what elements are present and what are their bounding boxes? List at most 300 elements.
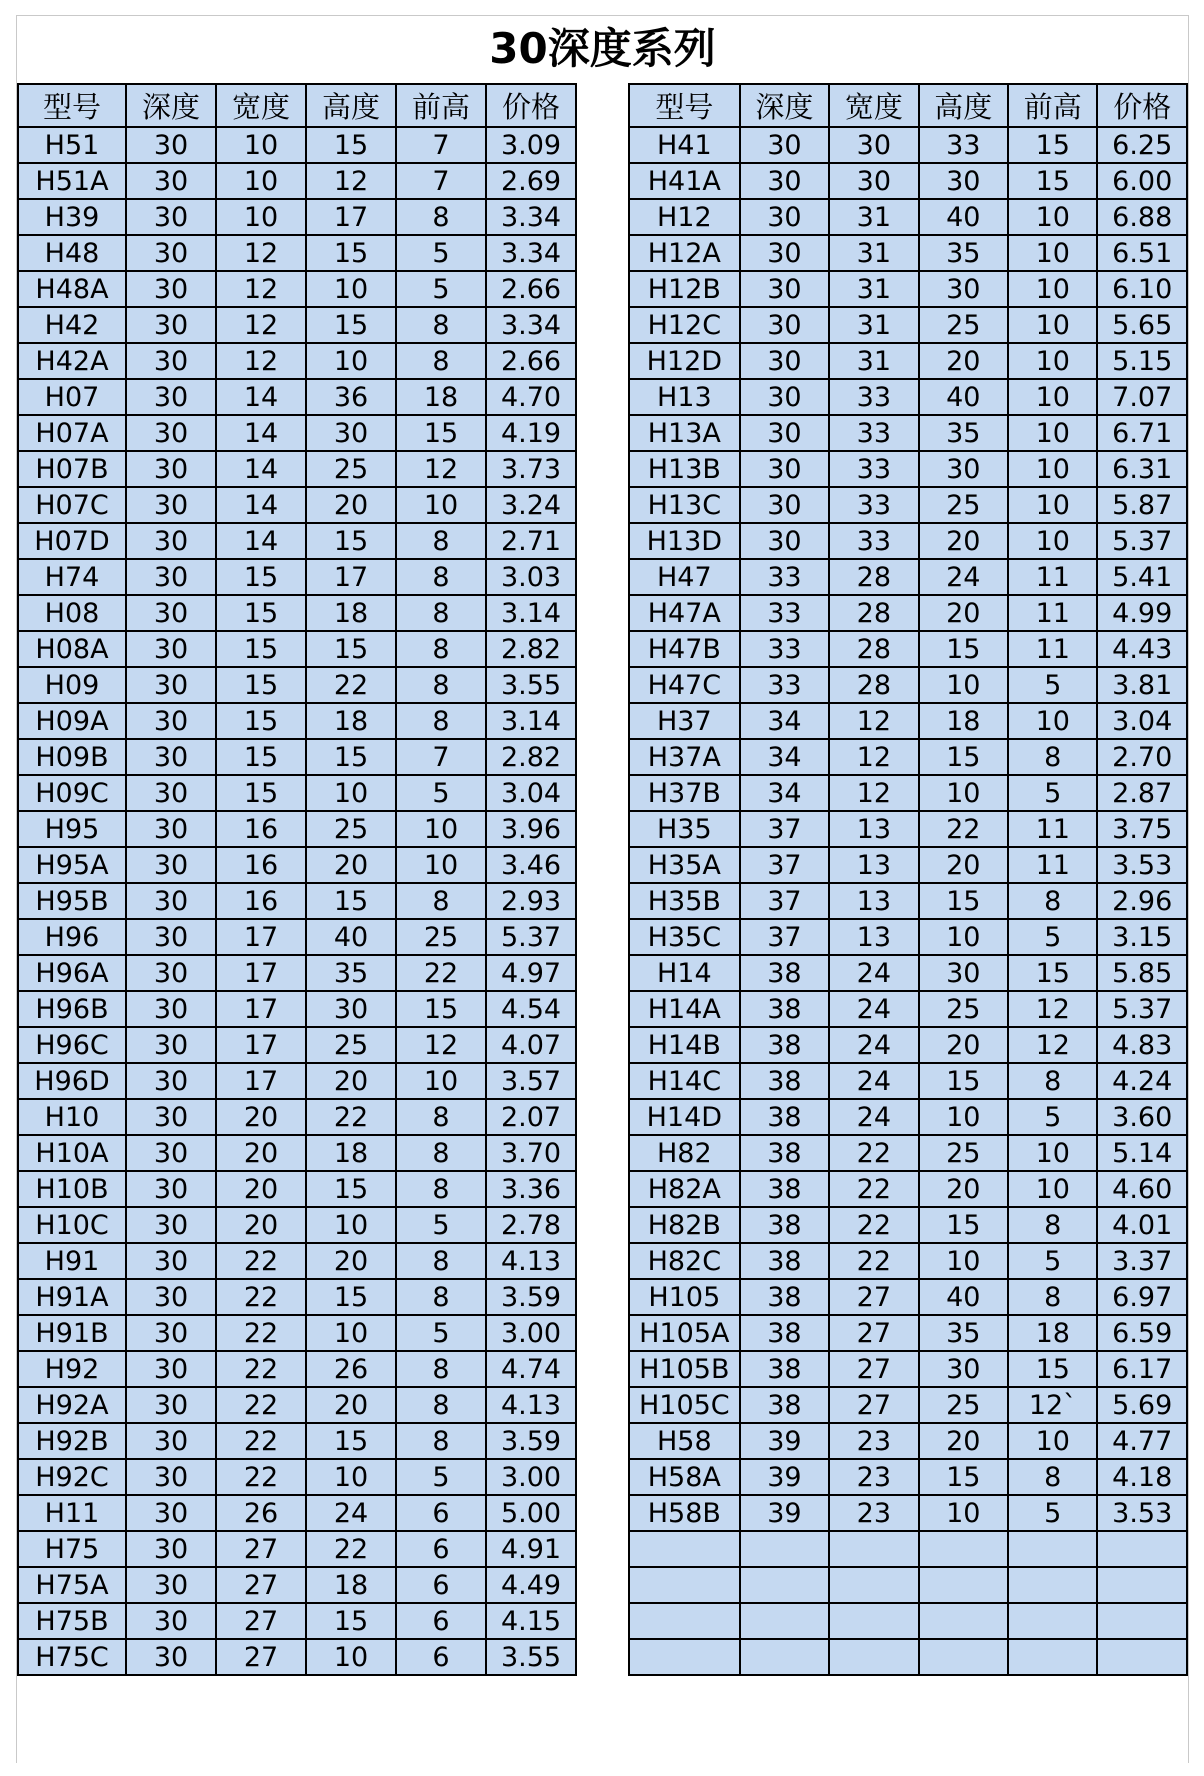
cell-model[interactable]: H08 — [18, 595, 126, 631]
cell-front-height[interactable]: 8 — [396, 1135, 486, 1171]
cell-front-height[interactable]: 7 — [396, 127, 486, 163]
cell-model[interactable]: H91 — [18, 1243, 126, 1279]
cell-front-height[interactable]: 18 — [1008, 1315, 1097, 1351]
cell-front-height[interactable]: 12 — [396, 451, 486, 487]
cell-height[interactable]: 40 — [919, 379, 1008, 415]
cell-height[interactable]: 18 — [919, 703, 1008, 739]
cell-width[interactable] — [829, 1531, 918, 1567]
cell-height[interactable]: 15 — [306, 739, 396, 775]
cell-front-height[interactable]: 10 — [1008, 271, 1097, 307]
cell-height[interactable]: 40 — [306, 919, 396, 955]
cell-price[interactable]: 3.37 — [1097, 1243, 1187, 1279]
cell-model[interactable]: H37 — [629, 703, 740, 739]
cell-price[interactable]: 2.70 — [1097, 739, 1187, 775]
cell-model[interactable]: H10B — [18, 1171, 126, 1207]
header-cell-model[interactable]: 型号 — [18, 84, 126, 127]
cell-depth[interactable]: 38 — [740, 1207, 829, 1243]
cell-model[interactable]: H75B — [18, 1603, 126, 1639]
cell-model[interactable]: H47B — [629, 631, 740, 667]
cell-depth[interactable]: 30 — [126, 523, 216, 559]
cell-model[interactable]: H58A — [629, 1459, 740, 1495]
cell-height[interactable]: 30 — [306, 415, 396, 451]
cell-width[interactable]: 16 — [216, 847, 306, 883]
cell-height[interactable]: 15 — [919, 1063, 1008, 1099]
cell-height[interactable]: 20 — [919, 595, 1008, 631]
cell-model[interactable] — [629, 1567, 740, 1603]
cell-depth[interactable]: 30 — [740, 487, 829, 523]
cell-depth[interactable]: 30 — [126, 667, 216, 703]
header-cell-price[interactable]: 价格 — [1097, 84, 1187, 127]
cell-front-height[interactable]: 18 — [396, 379, 486, 415]
cell-width[interactable]: 33 — [829, 523, 918, 559]
cell-height[interactable]: 10 — [919, 1495, 1008, 1531]
cell-model[interactable]: H07C — [18, 487, 126, 523]
cell-front-height[interactable]: 15 — [396, 991, 486, 1027]
cell-model[interactable]: H92C — [18, 1459, 126, 1495]
cell-price[interactable]: 2.07 — [486, 1099, 576, 1135]
cell-width[interactable] — [829, 1639, 918, 1675]
cell-front-height[interactable]: 5 — [396, 1315, 486, 1351]
cell-width[interactable]: 24 — [829, 991, 918, 1027]
cell-price[interactable]: 2.96 — [1097, 883, 1187, 919]
cell-width[interactable]: 28 — [829, 595, 918, 631]
cell-front-height[interactable]: 8 — [396, 523, 486, 559]
cell-model[interactable]: H48 — [18, 235, 126, 271]
cell-height[interactable]: 36 — [306, 379, 396, 415]
cell-front-height[interactable]: 10 — [396, 1063, 486, 1099]
cell-front-height[interactable]: 10 — [1008, 451, 1097, 487]
cell-model[interactable] — [629, 1639, 740, 1675]
cell-depth[interactable]: 34 — [740, 775, 829, 811]
cell-width[interactable]: 26 — [216, 1495, 306, 1531]
cell-depth[interactable]: 30 — [740, 271, 829, 307]
cell-model[interactable]: H96B — [18, 991, 126, 1027]
cell-model[interactable] — [629, 1603, 740, 1639]
cell-model[interactable]: H74 — [18, 559, 126, 595]
cell-model[interactable]: H95A — [18, 847, 126, 883]
cell-width[interactable]: 12 — [216, 271, 306, 307]
cell-depth[interactable]: 30 — [126, 811, 216, 847]
cell-depth[interactable]: 38 — [740, 1099, 829, 1135]
cell-width[interactable]: 15 — [216, 703, 306, 739]
cell-width[interactable]: 17 — [216, 955, 306, 991]
cell-model[interactable]: H96C — [18, 1027, 126, 1063]
cell-depth[interactable] — [740, 1603, 829, 1639]
cell-model[interactable]: H37A — [629, 739, 740, 775]
cell-width[interactable]: 12 — [216, 307, 306, 343]
cell-price[interactable]: 6.51 — [1097, 235, 1187, 271]
cell-depth[interactable]: 38 — [740, 1135, 829, 1171]
cell-price[interactable]: 3.36 — [486, 1171, 576, 1207]
cell-model[interactable]: H07 — [18, 379, 126, 415]
cell-price[interactable]: 2.71 — [486, 523, 576, 559]
cell-height[interactable]: 15 — [306, 631, 396, 667]
cell-price[interactable]: 4.13 — [486, 1243, 576, 1279]
cell-depth[interactable]: 38 — [740, 1351, 829, 1387]
cell-width[interactable]: 22 — [829, 1171, 918, 1207]
cell-price[interactable]: 4.99 — [1097, 595, 1187, 631]
cell-width[interactable]: 27 — [829, 1315, 918, 1351]
cell-depth[interactable]: 30 — [126, 1243, 216, 1279]
cell-model[interactable]: H11 — [18, 1495, 126, 1531]
cell-price[interactable]: 5.00 — [486, 1495, 576, 1531]
cell-price[interactable]: 4.15 — [486, 1603, 576, 1639]
cell-width[interactable]: 22 — [829, 1207, 918, 1243]
cell-width[interactable]: 27 — [829, 1387, 918, 1423]
cell-height[interactable]: 10 — [306, 1207, 396, 1243]
cell-price[interactable]: 3.34 — [486, 199, 576, 235]
cell-depth[interactable]: 30 — [126, 271, 216, 307]
cell-model[interactable]: H14B — [629, 1027, 740, 1063]
cell-width[interactable]: 20 — [216, 1099, 306, 1135]
header-cell-front-height[interactable]: 前高 — [1008, 84, 1097, 127]
cell-depth[interactable]: 30 — [126, 199, 216, 235]
cell-price[interactable]: 4.01 — [1097, 1207, 1187, 1243]
cell-height[interactable]: 15 — [306, 1603, 396, 1639]
cell-depth[interactable] — [740, 1639, 829, 1675]
cell-depth[interactable]: 38 — [740, 991, 829, 1027]
cell-model[interactable]: H82A — [629, 1171, 740, 1207]
cell-depth[interactable]: 30 — [126, 919, 216, 955]
cell-model[interactable]: H75C — [18, 1639, 126, 1675]
cell-price[interactable]: 3.03 — [486, 559, 576, 595]
cell-model[interactable]: H12A — [629, 235, 740, 271]
cell-depth[interactable]: 30 — [126, 1567, 216, 1603]
cell-front-height[interactable]: 15 — [1008, 1351, 1097, 1387]
cell-depth[interactable]: 34 — [740, 703, 829, 739]
cell-width[interactable]: 20 — [216, 1207, 306, 1243]
cell-width[interactable]: 12 — [216, 343, 306, 379]
cell-height[interactable]: 20 — [306, 487, 396, 523]
cell-width[interactable]: 23 — [829, 1495, 918, 1531]
cell-width[interactable]: 24 — [829, 955, 918, 991]
cell-width[interactable]: 24 — [829, 1027, 918, 1063]
cell-front-height[interactable]: 8 — [396, 595, 486, 631]
cell-model[interactable]: H13D — [629, 523, 740, 559]
cell-front-height[interactable]: 8 — [396, 559, 486, 595]
cell-depth[interactable]: 33 — [740, 595, 829, 631]
cell-width[interactable]: 27 — [829, 1279, 918, 1315]
cell-front-height[interactable]: 8 — [1008, 883, 1097, 919]
cell-front-height[interactable]: 8 — [1008, 1207, 1097, 1243]
cell-price[interactable]: 4.97 — [486, 955, 576, 991]
cell-price[interactable]: 3.70 — [486, 1135, 576, 1171]
cell-width[interactable]: 15 — [216, 595, 306, 631]
cell-front-height[interactable]: 8 — [396, 631, 486, 667]
cell-width[interactable]: 22 — [829, 1135, 918, 1171]
cell-model[interactable]: H91A — [18, 1279, 126, 1315]
cell-model[interactable]: H42 — [18, 307, 126, 343]
cell-price[interactable]: 5.65 — [1097, 307, 1187, 343]
cell-price[interactable]: 6.00 — [1097, 163, 1187, 199]
cell-front-height[interactable]: 5 — [396, 775, 486, 811]
cell-price[interactable]: 3.75 — [1097, 811, 1187, 847]
cell-price[interactable]: 4.24 — [1097, 1063, 1187, 1099]
header-cell-model[interactable]: 型号 — [629, 84, 740, 127]
cell-width[interactable]: 12 — [829, 703, 918, 739]
cell-height[interactable]: 20 — [306, 1063, 396, 1099]
cell-width[interactable]: 15 — [216, 631, 306, 667]
cell-front-height[interactable]: 10 — [1008, 415, 1097, 451]
cell-height[interactable]: 12 — [306, 163, 396, 199]
cell-price[interactable]: 3.46 — [486, 847, 576, 883]
cell-front-height[interactable]: 7 — [396, 739, 486, 775]
cell-width[interactable]: 16 — [216, 883, 306, 919]
cell-price[interactable]: 4.43 — [1097, 631, 1187, 667]
cell-width[interactable]: 33 — [829, 415, 918, 451]
cell-depth[interactable]: 30 — [126, 1027, 216, 1063]
cell-front-height[interactable]: 15 — [1008, 955, 1097, 991]
cell-height[interactable]: 25 — [919, 1135, 1008, 1171]
cell-front-height[interactable]: 11 — [1008, 811, 1097, 847]
cell-model[interactable]: H12C — [629, 307, 740, 343]
cell-width[interactable]: 27 — [216, 1639, 306, 1675]
cell-front-height[interactable]: 10 — [1008, 379, 1097, 415]
header-cell-height[interactable]: 高度 — [306, 84, 396, 127]
cell-width[interactable]: 22 — [216, 1279, 306, 1315]
cell-depth[interactable]: 30 — [126, 1459, 216, 1495]
cell-price[interactable]: 3.15 — [1097, 919, 1187, 955]
cell-price[interactable]: 4.70 — [486, 379, 576, 415]
cell-front-height[interactable]: 5 — [396, 271, 486, 307]
cell-height[interactable]: 35 — [306, 955, 396, 991]
cell-front-height[interactable]: 5 — [396, 1207, 486, 1243]
cell-price[interactable]: 3.24 — [486, 487, 576, 523]
cell-model[interactable]: H82B — [629, 1207, 740, 1243]
cell-front-height[interactable]: 8 — [396, 1351, 486, 1387]
cell-front-height[interactable]: 8 — [396, 703, 486, 739]
cell-model[interactable]: H95B — [18, 883, 126, 919]
cell-height[interactable]: 35 — [919, 1315, 1008, 1351]
cell-height[interactable]: 18 — [306, 703, 396, 739]
cell-price[interactable]: 3.53 — [1097, 847, 1187, 883]
cell-front-height[interactable]: 11 — [1008, 595, 1097, 631]
cell-price[interactable]: 5.85 — [1097, 955, 1187, 991]
cell-model[interactable]: H12D — [629, 343, 740, 379]
cell-width[interactable]: 12 — [829, 775, 918, 811]
cell-height[interactable]: 20 — [919, 1423, 1008, 1459]
cell-front-height[interactable] — [1008, 1531, 1097, 1567]
cell-model[interactable]: H47A — [629, 595, 740, 631]
cell-price[interactable]: 4.07 — [486, 1027, 576, 1063]
cell-depth[interactable]: 30 — [126, 559, 216, 595]
cell-height[interactable]: 40 — [919, 1279, 1008, 1315]
cell-depth[interactable]: 30 — [126, 1387, 216, 1423]
cell-width[interactable]: 10 — [216, 127, 306, 163]
cell-front-height[interactable]: 10 — [1008, 199, 1097, 235]
header-cell-width[interactable]: 宽度 — [216, 84, 306, 127]
cell-depth[interactable]: 38 — [740, 955, 829, 991]
cell-height[interactable]: 24 — [919, 559, 1008, 595]
cell-front-height[interactable]: 5 — [1008, 919, 1097, 955]
cell-depth[interactable] — [740, 1567, 829, 1603]
cell-height[interactable]: 10 — [306, 1315, 396, 1351]
cell-height[interactable]: 15 — [919, 1459, 1008, 1495]
cell-depth[interactable]: 37 — [740, 919, 829, 955]
cell-model[interactable]: H41 — [629, 127, 740, 163]
cell-height[interactable]: 10 — [306, 1459, 396, 1495]
cell-model[interactable]: H10A — [18, 1135, 126, 1171]
cell-depth[interactable]: 37 — [740, 811, 829, 847]
cell-width[interactable]: 33 — [829, 379, 918, 415]
cell-width[interactable]: 13 — [829, 847, 918, 883]
cell-height[interactable]: 10 — [306, 271, 396, 307]
cell-front-height[interactable]: 7 — [396, 163, 486, 199]
cell-price[interactable]: 3.34 — [486, 307, 576, 343]
cell-price[interactable]: 6.71 — [1097, 415, 1187, 451]
cell-price[interactable]: 3.55 — [486, 667, 576, 703]
cell-width[interactable]: 14 — [216, 379, 306, 415]
cell-model[interactable]: H92 — [18, 1351, 126, 1387]
cell-height[interactable] — [919, 1639, 1008, 1675]
cell-front-height[interactable]: 10 — [1008, 703, 1097, 739]
cell-depth[interactable]: 30 — [126, 1063, 216, 1099]
cell-front-height[interactable]: 8 — [396, 667, 486, 703]
cell-depth[interactable]: 33 — [740, 559, 829, 595]
cell-price[interactable]: 5.15 — [1097, 343, 1187, 379]
cell-front-height[interactable]: 10 — [1008, 1423, 1097, 1459]
cell-depth[interactable]: 37 — [740, 883, 829, 919]
cell-width[interactable]: 31 — [829, 343, 918, 379]
cell-depth[interactable]: 39 — [740, 1459, 829, 1495]
cell-depth[interactable]: 30 — [126, 343, 216, 379]
cell-height[interactable]: 15 — [306, 307, 396, 343]
cell-width[interactable]: 10 — [216, 199, 306, 235]
cell-front-height[interactable]: 10 — [1008, 1171, 1097, 1207]
cell-model[interactable]: H10C — [18, 1207, 126, 1243]
cell-width[interactable]: 15 — [216, 559, 306, 595]
cell-model[interactable]: H91B — [18, 1315, 126, 1351]
cell-width[interactable]: 33 — [829, 487, 918, 523]
cell-height[interactable]: 17 — [306, 559, 396, 595]
cell-front-height[interactable]: 5 — [1008, 775, 1097, 811]
cell-width[interactable] — [829, 1567, 918, 1603]
cell-price[interactable]: 3.14 — [486, 595, 576, 631]
cell-width[interactable]: 13 — [829, 919, 918, 955]
cell-front-height[interactable]: 6 — [396, 1567, 486, 1603]
cell-width[interactable]: 27 — [216, 1567, 306, 1603]
cell-price[interactable]: 6.17 — [1097, 1351, 1187, 1387]
cell-front-height[interactable]: 8 — [396, 343, 486, 379]
cell-price[interactable]: 5.37 — [1097, 523, 1187, 559]
cell-depth[interactable]: 30 — [740, 415, 829, 451]
header-cell-width[interactable]: 宽度 — [829, 84, 918, 127]
cell-price[interactable]: 3.81 — [1097, 667, 1187, 703]
cell-depth[interactable]: 30 — [740, 163, 829, 199]
cell-depth[interactable]: 38 — [740, 1243, 829, 1279]
cell-height[interactable]: 25 — [306, 1027, 396, 1063]
cell-front-height[interactable]: 10 — [1008, 343, 1097, 379]
cell-price[interactable]: 4.19 — [486, 415, 576, 451]
cell-width[interactable]: 17 — [216, 1063, 306, 1099]
cell-model[interactable]: H96D — [18, 1063, 126, 1099]
cell-front-height[interactable]: 8 — [1008, 1063, 1097, 1099]
cell-height[interactable]: 25 — [919, 307, 1008, 343]
header-cell-depth[interactable]: 深度 — [126, 84, 216, 127]
cell-price[interactable]: 3.04 — [486, 775, 576, 811]
cell-front-height[interactable]: 10 — [1008, 487, 1097, 523]
cell-model[interactable]: H10 — [18, 1099, 126, 1135]
cell-price[interactable]: 4.60 — [1097, 1171, 1187, 1207]
cell-height[interactable]: 18 — [306, 595, 396, 631]
cell-width[interactable]: 13 — [829, 811, 918, 847]
cell-height[interactable]: 15 — [919, 631, 1008, 667]
cell-price[interactable]: 4.77 — [1097, 1423, 1187, 1459]
cell-height[interactable]: 10 — [919, 1099, 1008, 1135]
cell-front-height[interactable]: 5 — [396, 1459, 486, 1495]
cell-price[interactable]: 3.53 — [1097, 1495, 1187, 1531]
cell-height[interactable]: 35 — [919, 415, 1008, 451]
cell-price[interactable]: 4.83 — [1097, 1027, 1187, 1063]
cell-depth[interactable]: 30 — [126, 415, 216, 451]
cell-height[interactable]: 15 — [306, 1171, 396, 1207]
cell-model[interactable]: H07D — [18, 523, 126, 559]
cell-depth[interactable]: 38 — [740, 1063, 829, 1099]
cell-front-height[interactable] — [1008, 1639, 1097, 1675]
cell-depth[interactable]: 30 — [126, 1351, 216, 1387]
cell-depth[interactable]: 34 — [740, 739, 829, 775]
cell-model[interactable]: H14C — [629, 1063, 740, 1099]
cell-depth[interactable]: 30 — [126, 847, 216, 883]
cell-depth[interactable]: 30 — [126, 1495, 216, 1531]
cell-model[interactable]: H09 — [18, 667, 126, 703]
cell-height[interactable]: 25 — [306, 451, 396, 487]
cell-price[interactable]: 2.93 — [486, 883, 576, 919]
cell-model[interactable]: H08A — [18, 631, 126, 667]
cell-width[interactable]: 27 — [216, 1603, 306, 1639]
cell-width[interactable]: 20 — [216, 1171, 306, 1207]
cell-model[interactable]: H105C — [629, 1387, 740, 1423]
cell-price[interactable]: 5.37 — [1097, 991, 1187, 1027]
cell-front-height[interactable]: 10 — [396, 487, 486, 523]
cell-front-height[interactable]: 15 — [1008, 163, 1097, 199]
cell-front-height[interactable]: 10 — [1008, 235, 1097, 271]
cell-width[interactable]: 30 — [829, 163, 918, 199]
cell-front-height[interactable]: 10 — [1008, 1135, 1097, 1171]
cell-depth[interactable]: 30 — [126, 703, 216, 739]
cell-model[interactable]: H48A — [18, 271, 126, 307]
cell-model[interactable]: H14D — [629, 1099, 740, 1135]
cell-width[interactable]: 27 — [216, 1531, 306, 1567]
cell-price[interactable]: 2.66 — [486, 271, 576, 307]
cell-depth[interactable]: 30 — [126, 595, 216, 631]
cell-width[interactable]: 20 — [216, 1135, 306, 1171]
cell-height[interactable]: 26 — [306, 1351, 396, 1387]
cell-depth[interactable]: 37 — [740, 847, 829, 883]
cell-depth[interactable]: 30 — [126, 1423, 216, 1459]
cell-width[interactable]: 17 — [216, 1027, 306, 1063]
cell-price[interactable] — [1097, 1639, 1187, 1675]
cell-model[interactable]: H105A — [629, 1315, 740, 1351]
cell-front-height[interactable]: 11 — [1008, 559, 1097, 595]
cell-height[interactable]: 10 — [919, 919, 1008, 955]
cell-price[interactable]: 2.78 — [486, 1207, 576, 1243]
cell-front-height[interactable]: 6 — [396, 1603, 486, 1639]
cell-front-height[interactable]: 8 — [396, 1171, 486, 1207]
cell-height[interactable]: 22 — [306, 667, 396, 703]
cell-front-height[interactable]: 12 — [396, 1027, 486, 1063]
cell-price[interactable]: 6.25 — [1097, 127, 1187, 163]
cell-depth[interactable]: 30 — [126, 163, 216, 199]
cell-depth[interactable]: 30 — [126, 379, 216, 415]
cell-height[interactable]: 25 — [919, 1387, 1008, 1423]
cell-width[interactable]: 15 — [216, 775, 306, 811]
cell-width[interactable]: 15 — [216, 739, 306, 775]
cell-depth[interactable]: 30 — [740, 307, 829, 343]
cell-model[interactable]: H95 — [18, 811, 126, 847]
cell-model[interactable]: H41A — [629, 163, 740, 199]
cell-model[interactable]: H07B — [18, 451, 126, 487]
